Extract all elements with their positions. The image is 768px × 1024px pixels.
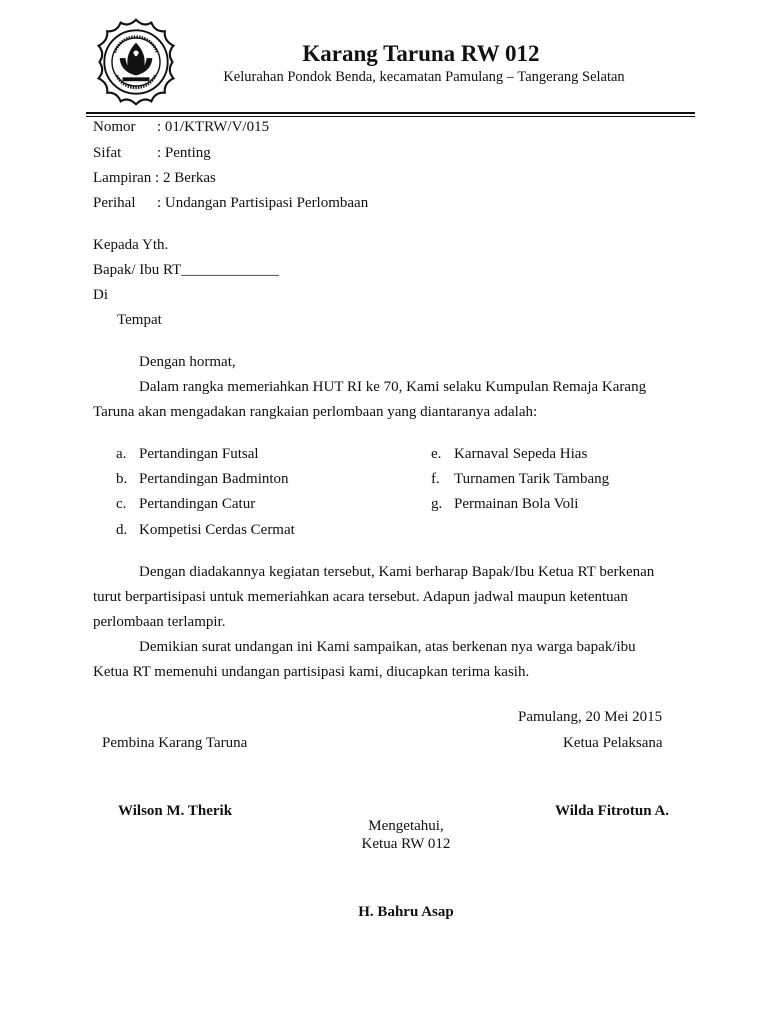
competition-item: Kompetisi Cerdas Cermat	[139, 522, 295, 538]
acknowledgement-label: Mengetahui,	[368, 818, 444, 834]
organization-name: Karang Taruna RW 012	[302, 41, 540, 66]
para3-line-1: Demikian surat undangan ini Kami sampaikan, atas berkenan nya warga bapak/ibu	[139, 639, 636, 655]
intro-line-2: Taruna akan mengadakan rangkaian perlombaan yang diantaranya adalah:	[93, 404, 538, 420]
perihal-value: : Undangan Partisipasi Perlombaan	[157, 195, 369, 211]
greeting: Dengan hormat,	[139, 354, 236, 370]
competition-letter: c.	[116, 496, 127, 512]
sifat-label: Sifat	[93, 145, 122, 161]
competition-letter: b.	[116, 471, 128, 487]
para2-line-1: Dengan diadakannya kegiatan tersebut, Kami berharap Bapak/Ibu Ketua RT berkenan	[139, 564, 655, 580]
competition-letter: g.	[431, 496, 443, 512]
competition-item: Pertandingan Badminton	[139, 471, 289, 487]
competition-item: Karnaval Sepeda Hias	[454, 446, 588, 462]
recipient-line-4: Tempat	[117, 312, 162, 328]
nomor-label: Nomor	[93, 119, 136, 135]
competition-item: Pertandingan Futsal	[139, 446, 259, 462]
lampiran-line: Lampiran : 2 Berkas	[93, 170, 216, 186]
competition-item: Permainan Bola Voli	[454, 496, 579, 512]
para2-line-3: perlombaan terlampir.	[93, 614, 226, 630]
para2-line-2: turut berpartisipasi untuk memeriahkan acara tersebut. Adapun jadwal maupun ketentuan	[93, 589, 628, 605]
left-signatory-name: Wilson M. Therik	[118, 803, 233, 819]
sifat-value: : Penting	[157, 145, 211, 161]
recipient-line-2: Bapak/ Ibu RT_____________	[93, 262, 279, 278]
organization-address: Kelurahan Pondok Benda, kecamatan Pamulang – Tangerang Selatan	[223, 69, 625, 85]
competition-letter: f.	[431, 471, 440, 487]
competition-letter: e.	[431, 446, 442, 462]
acknowledgement-title: Ketua RW 012	[361, 836, 451, 852]
intro-line-1: Dalam rangka memeriahkan HUT RI ke 70, Kami selaku Kumpulan Remaja Karang	[139, 379, 647, 395]
nomor-value: : 01/KTRW/V/015	[157, 119, 270, 135]
competition-item: Turnamen Tarik Tambang	[454, 471, 610, 487]
left-signatory-title: Pembina Karang Taruna	[102, 735, 248, 751]
competition-letter: a.	[116, 446, 127, 462]
acknowledgement-name: H. Bahru Asap	[358, 904, 454, 920]
recipient-line-3: Di	[93, 287, 108, 303]
karang-taruna-emblem-icon	[88, 14, 184, 110]
competition-letter: d.	[116, 522, 128, 538]
para3-line-2: Ketua RT memenuhi undangan partisipasi kami, diucapkan terima kasih.	[93, 664, 530, 680]
competition-item: Pertandingan Catur	[139, 496, 256, 512]
recipient-line-1: Kepada Yth.	[93, 237, 169, 253]
right-signatory-name: Wilda Fitrotun A.	[555, 803, 670, 819]
place-date: Pamulang, 20 Mei 2015	[518, 709, 663, 725]
letterhead-divider-thin	[86, 116, 695, 117]
perihal-label: Perihal	[93, 195, 136, 211]
right-signatory-title: Ketua Pelaksana	[563, 735, 663, 751]
letterhead-divider-thick	[86, 112, 695, 114]
